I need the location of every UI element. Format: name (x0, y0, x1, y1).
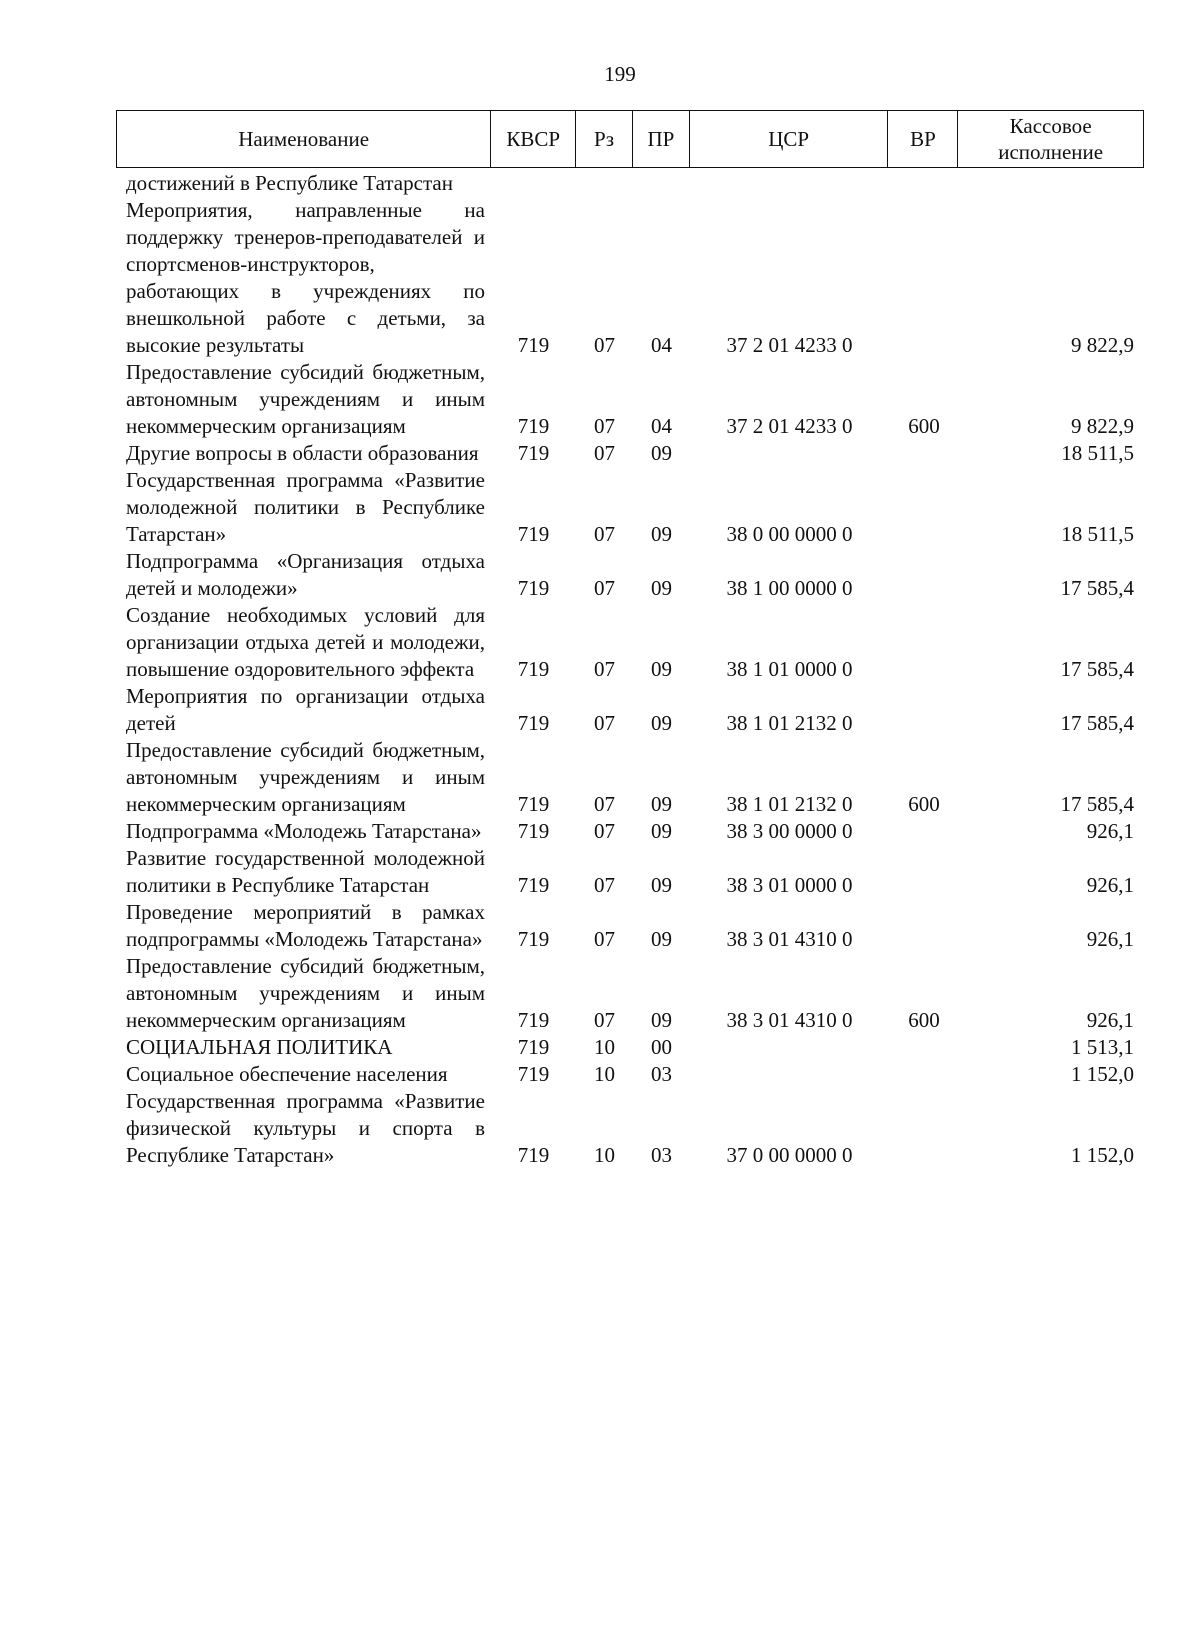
row-rz: 07 (594, 711, 615, 735)
row-kvsr: 719 (517, 576, 550, 600)
row-kvsr: 719 (517, 711, 550, 735)
row-csr: 37 0 00 0000 0 (726, 1143, 853, 1167)
row-pr: 09 (651, 711, 672, 735)
row-rz: 07 (594, 441, 615, 465)
row-kassovoe-ispolnenie: 17 585,4 (1060, 576, 1134, 600)
table-row (116, 359, 1144, 440)
row-rz: 10 (594, 1062, 615, 1086)
row-kassovoe-ispolnenie: 17 585,4 (1060, 711, 1134, 735)
header-csr: ЦСР (690, 111, 889, 167)
table-row (116, 197, 1144, 359)
row-csr: 38 1 00 0000 0 (726, 576, 853, 600)
row-kassovoe-ispolnenie: 17 585,4 (1060, 792, 1134, 816)
row-rz: 07 (594, 414, 615, 438)
row-kvsr: 719 (517, 657, 550, 681)
row-pr: 09 (651, 657, 672, 681)
table-row (116, 845, 1144, 899)
row-rz: 07 (594, 927, 615, 951)
row-csr: 37 2 01 4233 0 (726, 333, 853, 357)
row-pr: 09 (651, 819, 672, 843)
row-vr: 600 (908, 1008, 940, 1032)
row-name: Подпрограмма «Молодежь Татарстана» (126, 819, 482, 843)
row-vr: 600 (908, 792, 940, 816)
row-kassovoe-ispolnenie: 1 152,0 (1071, 1143, 1134, 1167)
row-kvsr: 719 (517, 1035, 550, 1059)
row-name: Предоставление субсидий бюджетным, автономным учреждениям и иным некоммерческим организациям (126, 738, 485, 816)
row-rz: 10 (594, 1035, 615, 1059)
row-name: Проведение мероприятий в рамках подпрограммы «Молодежь Татарстана» (126, 900, 485, 951)
budget-table (116, 110, 1144, 1169)
table-row (116, 548, 1144, 602)
header-rz: Рз (576, 111, 633, 167)
row-kassovoe-ispolnenie: 17 585,4 (1060, 657, 1134, 681)
row-kvsr: 719 (517, 414, 550, 438)
row-kassovoe-ispolnenie: 1 152,0 (1071, 1062, 1134, 1086)
table-body (116, 170, 1144, 1169)
row-name: Мероприятия по организации отдыха детей (126, 684, 485, 735)
row-kvsr: 719 (517, 333, 550, 357)
row-pr: 09 (651, 873, 672, 897)
table-row (116, 1088, 1144, 1169)
table-row (116, 1034, 1144, 1061)
row-csr: 38 1 01 0000 0 (726, 657, 853, 681)
row-kassovoe-ispolnenie: 9 822,9 (1071, 414, 1134, 438)
row-csr: 37 2 01 4233 0 (726, 414, 853, 438)
row-kassovoe-ispolnenie: 18 511,5 (1061, 522, 1134, 546)
row-name: Социальное обеспечение населения (126, 1062, 448, 1086)
row-name: Государственная программа «Развитие молодежной политики в Республике Татарстан» (126, 468, 485, 546)
header-kassovoe-ispolnenie: Кассовое исполнение (998, 114, 1104, 164)
row-kassovoe-ispolnenie: 926,1 (1086, 819, 1134, 843)
row-csr: 38 3 01 4310 0 (726, 1008, 853, 1032)
row-kassovoe-ispolnenie: 9 822,9 (1071, 333, 1134, 357)
row-name: Развитие государственной молодежной политики в Республике Татарстан (126, 846, 485, 897)
row-rz: 07 (594, 792, 615, 816)
row-rz: 07 (594, 522, 615, 546)
row-kvsr: 719 (517, 927, 550, 951)
row-csr: 38 0 00 0000 0 (726, 522, 853, 546)
table-row (116, 737, 1144, 818)
row-kassovoe-ispolnenie: 926,1 (1086, 1008, 1134, 1032)
row-kassovoe-ispolnenie: 18 511,5 (1061, 441, 1134, 465)
row-kvsr: 719 (517, 1008, 550, 1032)
row-csr: 38 3 01 0000 0 (726, 873, 853, 897)
row-kvsr: 719 (517, 1143, 550, 1167)
row-pr: 03 (651, 1062, 672, 1086)
row-kvsr: 719 (517, 1062, 550, 1086)
table-row (116, 440, 1144, 467)
row-rz: 07 (594, 819, 615, 843)
row-name: СОЦИАЛЬНАЯ ПОЛИТИКА (126, 1035, 393, 1059)
row-kassovoe-ispolnenie: 926,1 (1086, 927, 1134, 951)
table-header (116, 110, 1144, 168)
header-vr: ВР (888, 111, 958, 167)
header-kvsr: КВСР (491, 111, 576, 167)
row-name: достижений в Республике Татарстан (126, 171, 453, 195)
header-name: Наименование (117, 111, 491, 167)
row-name: Предоставление субсидий бюджетным, автономным учреждениям и иным некоммерческим организациям (126, 360, 485, 438)
row-pr: 04 (651, 414, 672, 438)
row-rz: 10 (594, 1143, 615, 1167)
table-row (116, 602, 1144, 683)
row-rz: 07 (594, 576, 615, 600)
row-pr: 00 (651, 1035, 672, 1059)
row-csr: 38 1 01 2132 0 (726, 792, 853, 816)
row-name: Мероприятия, направленные на поддержку тренеров-преподавателей и спортсменов-инструкторов, работающих в учреждениях по внешкольной работе с детьми, за высокие результаты (126, 198, 485, 357)
row-csr: 38 3 00 0000 0 (726, 819, 853, 843)
row-pr: 09 (651, 522, 672, 546)
row-kassovoe-ispolnenie: 926,1 (1086, 873, 1134, 897)
row-kvsr: 719 (517, 792, 550, 816)
table-row (116, 170, 1144, 197)
row-rz: 07 (594, 333, 615, 357)
row-kvsr: 719 (517, 522, 550, 546)
table-row (116, 467, 1144, 548)
row-pr: 09 (651, 441, 672, 465)
row-pr: 03 (651, 1143, 672, 1167)
row-rz: 07 (594, 1008, 615, 1032)
table-row (116, 1061, 1144, 1088)
row-name: Другие вопросы в области образования (126, 441, 479, 465)
row-kvsr: 719 (517, 441, 550, 465)
row-name: Государственная программа «Развитие физической культуры и спорта в Республике Татарстан» (126, 1089, 485, 1167)
row-pr: 09 (651, 1008, 672, 1032)
row-pr: 04 (651, 333, 672, 357)
row-kassovoe-ispolnenie: 1 513,1 (1071, 1035, 1134, 1059)
page-number: 199 (604, 62, 636, 86)
table-row (116, 899, 1144, 953)
row-name: Создание необходимых условий для организации отдыха детей и молодежи, повышение оздоровительного эффекта (126, 603, 485, 681)
row-name: Предоставление субсидий бюджетным, автономным учреждениям и иным некоммерческим организациям (126, 954, 485, 1032)
row-rz: 07 (594, 657, 615, 681)
row-name: Подпрограмма «Организация отдыха детей и молодежи» (126, 549, 485, 600)
row-kvsr: 719 (517, 873, 550, 897)
table-row (116, 953, 1144, 1034)
row-csr: 38 1 01 2132 0 (726, 711, 853, 735)
row-csr: 38 3 01 4310 0 (726, 927, 853, 951)
row-vr: 600 (908, 414, 940, 438)
table-row (116, 683, 1144, 737)
table-row (116, 818, 1144, 845)
row-pr: 09 (651, 927, 672, 951)
row-pr: 09 (651, 792, 672, 816)
row-pr: 09 (651, 576, 672, 600)
row-kvsr: 719 (517, 819, 550, 843)
header-pr: ПР (633, 111, 690, 167)
row-rz: 07 (594, 873, 615, 897)
